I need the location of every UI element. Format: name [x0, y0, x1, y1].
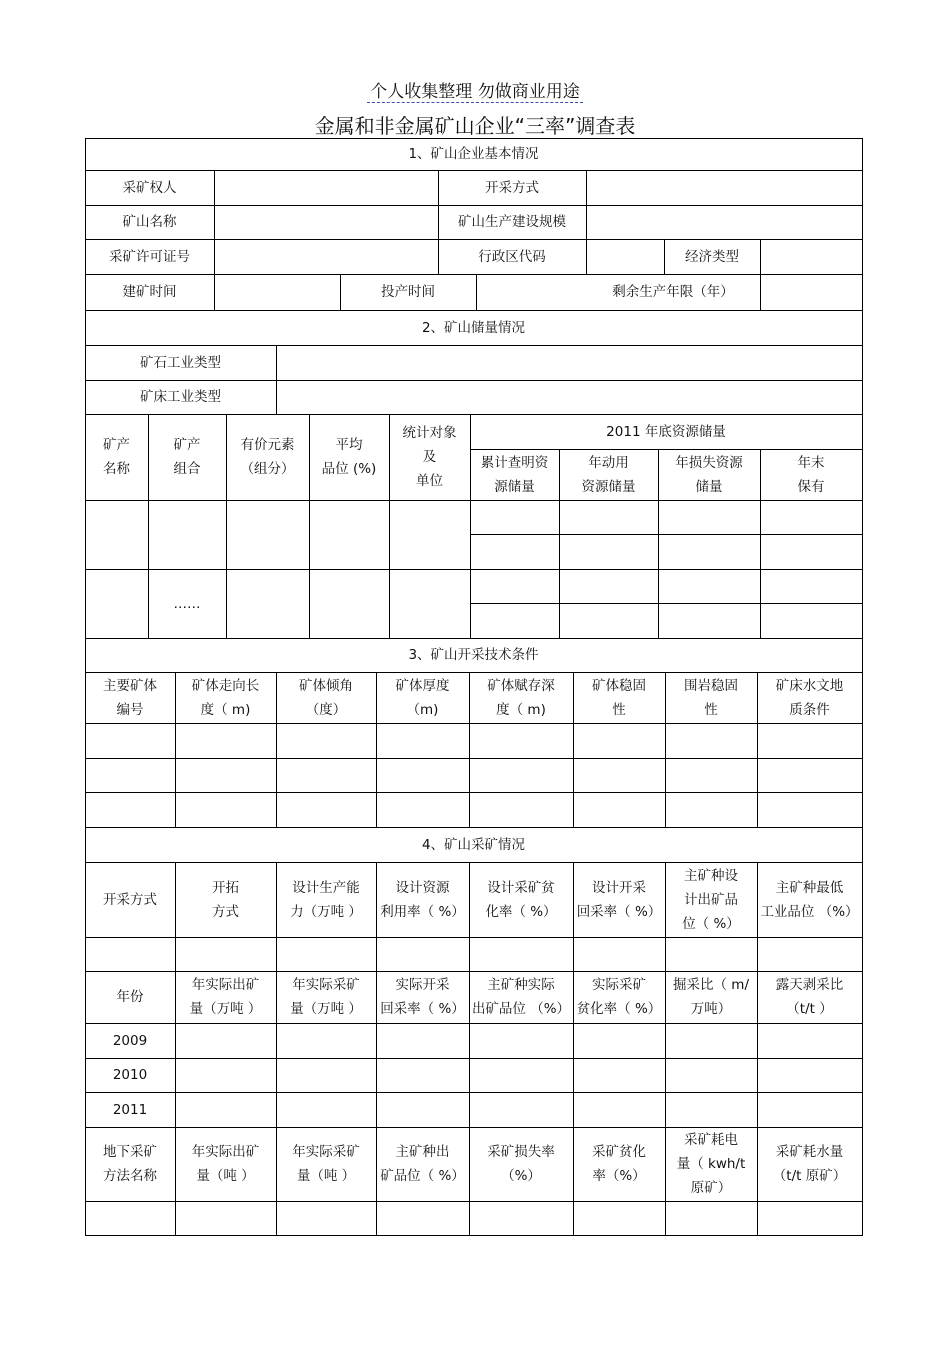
s4-design-col-0: 开采方式 [103, 891, 157, 908]
s4-actual-col-4: 主矿种实际 出矿品位 （%） [471, 977, 571, 1017]
s4-design-col-7: 主矿种最低 工业品位 （%） [760, 879, 859, 920]
label-deposit-type: 矿床工业类型 [140, 389, 221, 405]
grid-hline [85, 1023, 863, 1024]
s3-col-7: 矿床水文地 质条件 [775, 677, 844, 718]
grid-hline [85, 937, 863, 938]
s4-underground-col-1: 年实际出矿 量（吨 ） [191, 1144, 260, 1184]
s4-actual-col-2: 年实际采矿 量（万吨 ） [290, 977, 362, 1017]
s4-underground-col-3: 主矿种出 矿品位（ %） [380, 1144, 465, 1184]
field-mine-name[interactable] [214, 205, 438, 239]
s4-actual-col-5: 实际采矿 贫化率（ %） [576, 977, 662, 1017]
s4-design-col-4: 设计采矿贫 化率（ %） [485, 879, 557, 920]
field-production-scale[interactable] [586, 205, 862, 239]
label-economic-type: 经济类型 [685, 248, 739, 265]
section1-heading: 1、矿山企业基本情况 [408, 146, 539, 162]
label-mining-right-holder: 采矿权人 [122, 179, 177, 196]
s4-underground-col-5: 采矿贫化 率（%） [592, 1144, 646, 1184]
s4-underground-col-6: 采矿耗电 量（ kwh/t 原矿） [676, 1132, 746, 1196]
field-ore-type[interactable] [276, 345, 862, 380]
grid-hline [85, 723, 863, 724]
s4-design-col-5: 设计开采 回采率（ %） [576, 879, 662, 920]
s3-col-3: 矿体厚度 （m) [395, 677, 450, 718]
col-year-end: 年末 保有 [797, 454, 825, 495]
col-valuable-element: 有价元素 （组分） [240, 437, 295, 477]
grid-hline [85, 1092, 863, 1093]
col-avg-grade: 平均 品位 (%) [321, 437, 377, 477]
watermark-text: 个人收集整理 勿做商业用途 [367, 82, 582, 103]
label-admin-code: 行政区代码 [478, 248, 546, 265]
s3-col-6: 围岩稳固 性 [684, 677, 738, 718]
field-operation-time[interactable] [476, 274, 586, 310]
col-mineral-name: 矿产 名称 [103, 437, 130, 477]
page-title: 金属和非金属矿山企业“三率”调查表 [314, 114, 636, 138]
s4-design-col-6: 主矿种设 计出矿品 位（ %） [682, 867, 740, 932]
s4-underground-col-0: 地下采矿 方法名称 [103, 1144, 157, 1184]
s4-actual-col-1: 年实际出矿 量（万吨 ） [189, 977, 262, 1017]
col-reserve-group: 2011 年底资源储量 [606, 423, 726, 440]
grid-hline [85, 500, 863, 501]
section4-heading: 4、矿山采矿情况 [421, 836, 526, 853]
field-remaining-years[interactable] [760, 274, 862, 310]
s4-underground-col-7: 采矿耗水量 （t/t 原矿） [772, 1144, 847, 1184]
ellipsis: …… [173, 595, 201, 612]
label-mine-name: 矿山名称 [122, 214, 177, 230]
col-annual-used: 年动用 资源储量 [581, 454, 636, 495]
label-remaining-years: 剩余生产年限（年） [612, 284, 734, 300]
section3-heading: 3、矿山开采技术条件 [408, 647, 539, 663]
section2-heading: 2、矿山储量情况 [421, 319, 526, 336]
col-stat-object: 统计对象 及 单位 [402, 425, 457, 489]
s3-col-2: 矿体倾角 （度） [299, 677, 353, 718]
s4-design-col-1: 开拓 方式 [212, 879, 239, 920]
s4-underground-col-2: 年实际采矿 量（吨 ） [292, 1144, 360, 1184]
s4-actual-col-6: 掘采比（ m/ 万吨） [673, 977, 749, 1017]
field-admin-code[interactable] [586, 239, 664, 274]
s3-col-5: 矿体稳固 性 [592, 677, 646, 718]
grid-hline [470, 603, 863, 604]
field-license-no[interactable] [214, 239, 438, 274]
s4-actual-col-0: 年份 [116, 989, 144, 1005]
s4-design-col-2: 设计生产能 力（万吨 ） [290, 879, 362, 920]
field-build-time[interactable] [214, 274, 340, 310]
grid-hline [470, 534, 863, 535]
s4-actual-col-3: 实际开采 回采率（ %） [380, 977, 465, 1017]
label-production-scale: 矿山生产建设规模 [458, 214, 566, 230]
field-deposit-type[interactable] [276, 380, 862, 414]
grid-hline [85, 792, 863, 793]
s3-col-0: 主要矿体 编号 [103, 677, 157, 718]
col-cumulative: 累计查明资 源储量 [480, 454, 549, 495]
label-build-time: 建矿时间 [122, 284, 177, 300]
field-economic-type[interactable] [760, 239, 862, 274]
col-mineral-combo: 矿产 组合 [173, 437, 201, 477]
grid-hline [85, 1058, 863, 1059]
label-license-no: 采矿许可证号 [109, 248, 190, 265]
year-label: 2011 [112, 1101, 148, 1118]
label-operation-time: 投产时间 [381, 284, 435, 300]
s4-underground-col-4: 采矿损失率 （%） [487, 1144, 555, 1184]
grid-hline [85, 1201, 863, 1202]
label-ore-type: 矿石工业类型 [140, 354, 221, 371]
col-annual-lost: 年损失资源 储量 [675, 454, 743, 495]
year-label: 2010 [112, 1067, 148, 1083]
watermark [0, 77, 950, 102]
s3-col-4: 矿体赋存深 度（ m) [487, 677, 555, 718]
grid-hline [85, 758, 863, 759]
field-mining-right-holder[interactable] [214, 170, 438, 205]
s3-col-1: 矿体走向长 度（ m) [191, 677, 260, 718]
s4-actual-col-7: 露天剥采比 （t/t ） [775, 977, 844, 1017]
s4-design-col-3: 设计资源 利用率（ %） [380, 879, 465, 920]
year-label: 2009 [112, 1032, 148, 1049]
label-mining-method: 开采方式 [485, 179, 539, 196]
field-mining-method[interactable] [586, 170, 862, 205]
